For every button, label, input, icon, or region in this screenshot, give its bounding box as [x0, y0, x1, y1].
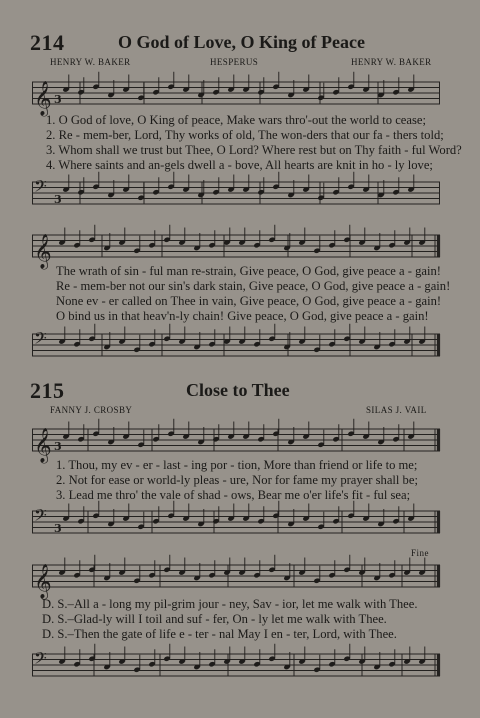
hymn-214-bass-staff-2 — [32, 330, 440, 360]
treble-clef-icon: 𝄞 — [34, 564, 52, 599]
hymn-214-verse-2-cont: Re - mem-ber not our sin's dark stain, Give peace, O God, give peace a - gain! — [56, 279, 451, 293]
time-signature: 3 — [54, 193, 62, 206]
hymn-214-music-credit: HENRY W. BAKER — [351, 57, 432, 67]
hymn-214-title: O God of Love, O King of Peace — [118, 32, 365, 52]
treble-clef-icon: 𝄞 — [34, 234, 52, 269]
hymn-214-verse-3-line: 3. Whom shall we trust but Thee, O Lord? Where rest but on Thy faith - ful Word? — [46, 143, 462, 157]
hymn-215-title: Close to Thee — [186, 380, 290, 400]
hymn-214-treble-staff-1 — [32, 78, 440, 116]
hymn-215-verse-3-line: 3. Lead me thro' the vale of shad - ows, Bear me o'er life's fit - ful sea; — [56, 488, 411, 502]
hymn-215-number: 215 — [30, 378, 65, 403]
refrain-line-2: D. S.–Glad-ly will I toil and suf - fer, On - ly let me walk with Thee. — [42, 612, 387, 626]
hymn-214-number: 214 — [30, 30, 65, 55]
fine-marker: Fine — [411, 548, 430, 558]
hymn-214-tune-name: HESPERUS — [210, 57, 259, 67]
bass-clef-icon: 𝄢 — [34, 648, 47, 672]
time-signature: 3 — [54, 93, 62, 106]
hymn-215-bass-staff-2 — [32, 650, 440, 680]
time-signature: 3 — [54, 440, 62, 453]
hymn-214-bass-staff-1 — [32, 178, 440, 208]
hymn-215-music-credit: SILAS J. VAIL — [366, 405, 427, 415]
hymn-215-bass-staff-1 — [32, 507, 440, 537]
refrain-line-3: D. S.–Then the gate of life e - ter - nal May I en - ter, Lord, with Thee. — [42, 627, 397, 641]
hymn-215-treble-staff-1 — [32, 425, 440, 463]
bass-clef-icon: 𝄢 — [34, 505, 47, 529]
refrain-line-1: D. S.–All a - long my pil-grim jour - ney, Sav - ior, let me walk with Thee. — [42, 597, 418, 611]
hymn-214-verse-1-cont: The wrath of sin - ful man re-strain, Give peace, O God, give peace a - gain! — [56, 264, 442, 278]
hymn-214-verse-3-cont: None ev - er called on Thee in vain, Give peace, O God, give peace a - gain! — [56, 294, 442, 308]
bass-clef-icon: 𝄢 — [34, 176, 47, 200]
hymn-214-verse-2-line: 2. Re - mem-ber, Lord, Thy works of old, The won-ders that our fa - thers told; — [46, 128, 444, 142]
hymn-215-treble-staff-2 — [32, 561, 440, 599]
bass-clef-icon: 𝄢 — [34, 328, 47, 352]
hymn-214-treble-staff-2 — [32, 231, 440, 269]
hymn-214-verse-1-line: 1. O God of love, O King of peace, Make wars thro'-out the world to cease; — [46, 113, 426, 127]
hymn-214-verse-4-line: 4. Where saints and an-gels dwell a - bove, All hearts are knit in ho - ly love; — [46, 158, 433, 172]
hymn-214-verse-4-cont: O bind us in that heav'n-ly chain! Give peace, O God, give peace a - gain! — [56, 309, 429, 323]
treble-clef-icon: 𝄞 — [34, 81, 52, 116]
hymn-215-words-credit: FANNY J. CROSBY — [50, 405, 133, 415]
hymn-215-verse-1-line: 1. Thou, my ev - er - last - ing por - tion, More than friend or life to me; — [56, 458, 418, 472]
treble-clef-icon: 𝄞 — [34, 428, 52, 463]
hymn-215-verse-2-line: 2. Not for ease or world-ly pleas - ure, Nor for fame my prayer shall be; — [56, 473, 418, 487]
time-signature: 3 — [54, 522, 62, 535]
hymn-214-words-credit: HENRY W. BAKER — [50, 57, 131, 67]
